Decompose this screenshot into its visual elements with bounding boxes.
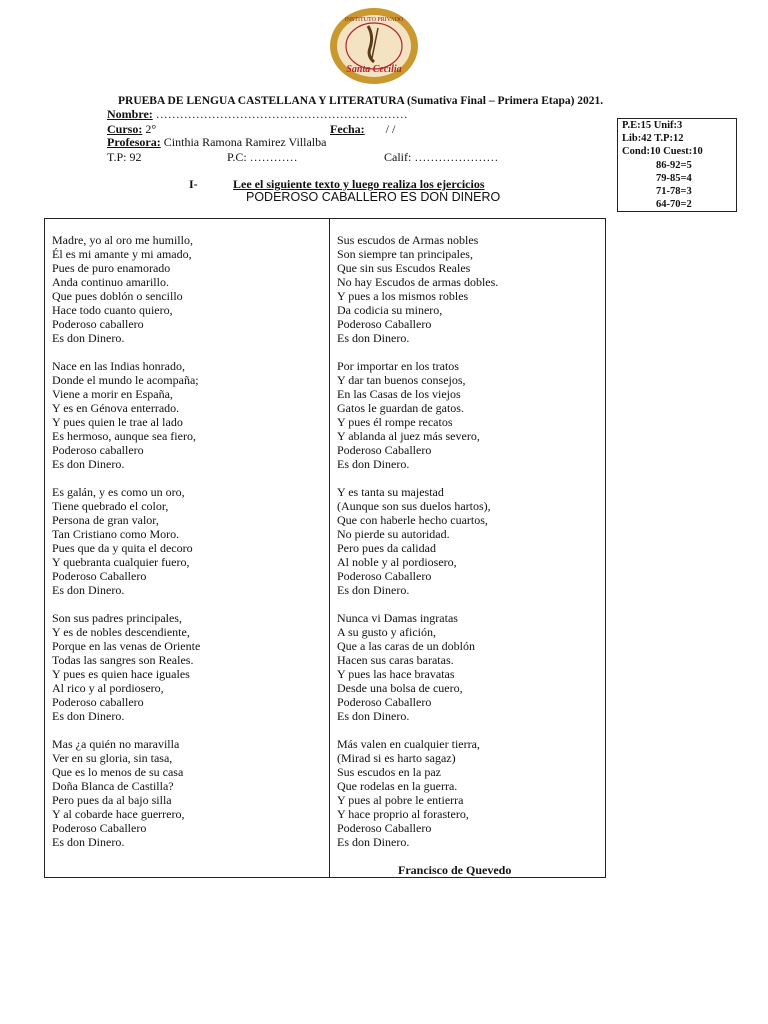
poem-line: Y pues él rompe recatos [337, 415, 453, 429]
poem-line: Es galán, y es como un oro, [52, 485, 185, 499]
curso-label: Curso: [107, 122, 143, 136]
profesora-label: Profesora: [107, 135, 161, 149]
poem-line: Y pues quien le trae al lado [52, 415, 183, 429]
poem-stanza [52, 359, 200, 471]
poem-line: Que con haberle hecho cuartos, [337, 513, 488, 527]
poem-line: Es don Dinero. [337, 331, 410, 345]
poem-line: Sus escudos de Armas nobles [337, 233, 479, 247]
poem-line: Gatos le guardan de gatos. [337, 401, 464, 415]
nombre-value[interactable]: ……………………………………………………… [155, 107, 408, 121]
poem-line: Poderoso Caballero [337, 821, 432, 835]
logo-text-top: INSTITUTO PRIVADO [344, 17, 404, 23]
poem-line: Que a las caras de un doblón [337, 639, 475, 653]
poem-line: Que sin sus Escudos Reales [337, 261, 471, 275]
poem-line: Y pues es quien hace iguales [52, 667, 190, 681]
exam-title: PRUEBA DE LENGUA CASTELLANA Y LITERATURA (Sumativa Final – Primera Etapa) 2021. [118, 95, 604, 107]
poem-stanza [337, 359, 498, 471]
poem-line: Y es de nobles descendiente, [52, 625, 190, 639]
poem-line: Poderoso Caballero [52, 569, 147, 583]
school-logo [328, 6, 420, 86]
poem-line: (Mirad si es harto sagaz) [337, 751, 456, 765]
poem-line: Tiene quebrado el color, [52, 499, 169, 513]
poem-line: Que es lo menos de su casa [52, 765, 184, 779]
poem-line: Que pues doblón o sencillo [52, 289, 183, 303]
poem-line: Y pues al pobre le entierra [337, 793, 464, 807]
score-line: 64-70=2 [656, 199, 692, 211]
logo-text-bottom: Santa Cecilia [346, 64, 402, 75]
poem-line: Nunca vi Damas ingratas [337, 611, 458, 625]
poem-line: Nace en las Indias honrado, [52, 359, 185, 373]
poem-line: Madre, yo al oro me humillo, [52, 233, 193, 247]
poem-line: En las Casas de los viejos [337, 387, 461, 401]
poem-line: Es don Dinero. [337, 583, 410, 597]
poem-line: Al rico y al pordiosero, [52, 681, 164, 695]
poem-line: Pues que da y quita el decoro [52, 541, 193, 555]
poem-line: Por importar en los tratos [337, 359, 459, 373]
poem-line: Viene a morir en España, [52, 387, 173, 401]
poem-line: Pero pues da calidad [337, 541, 436, 555]
score-line: Lib:42 T.P:12 [622, 133, 684, 145]
profesora-value: Cinthia Ramona Ramirez Villalba [163, 135, 327, 149]
poem-title: PODEROSO CABALLERO ES DON DINERO [246, 190, 501, 204]
poem-line: (Aunque son sus duelos hartos), [337, 499, 491, 513]
poem-stanza [337, 233, 498, 345]
score-line: 79-85=4 [656, 172, 692, 184]
nombre-label: Nombre: [107, 107, 153, 121]
poem-stanza [337, 737, 498, 849]
poem-line: Sus escudos en la paz [337, 765, 441, 779]
poem-line: Y pues a los mismos robles [337, 289, 469, 303]
poem-line: Poderoso caballero [52, 695, 144, 709]
poem-stanza [52, 737, 200, 849]
score-line: P.E:15 Unif:3 [622, 120, 683, 131]
poem-stanza [337, 485, 498, 597]
poem-line: Desde una bolsa de cuero, [337, 681, 463, 695]
poem-line: Ver en su gloria, sin tasa, [52, 751, 173, 765]
poem-line: A su gusto y afición, [337, 625, 436, 639]
poem-line: Persona de gran valor, [52, 513, 159, 527]
poem-line: Poderoso Caballero [337, 569, 432, 583]
poem-stanza [52, 611, 200, 723]
poem-line: Poderoso caballero [52, 317, 144, 331]
poem-line: Anda continuo amarillo. [52, 275, 169, 289]
poem-line: Mas ¿a quién no maravilla [52, 737, 180, 751]
poem-line: Es hermoso, aunque sea fiero, [52, 429, 196, 443]
poem-line: Son siempre tan principales, [337, 247, 473, 261]
poem-stanza [337, 611, 498, 723]
fecha-label: Fecha: [330, 122, 365, 136]
poem-line: Y dar tan buenos consejos, [337, 373, 466, 387]
poem-line: Y al cobarde hace guerrero, [52, 807, 185, 821]
poem-divider [329, 218, 330, 878]
poem-line: Son sus padres principales, [52, 611, 182, 625]
score-line: Cond:10 Cuest:10 [622, 146, 703, 158]
score-line: 71-78=3 [656, 186, 692, 198]
calif-score[interactable]: Calif: ………………… [384, 150, 499, 164]
poem-line: Es don Dinero. [52, 583, 125, 597]
poem-line: Al noble y al pordiosero, [337, 555, 457, 569]
fecha-value[interactable]: / / [385, 122, 396, 136]
poem-line: Es don Dinero. [337, 835, 410, 849]
poem-line: Y pues las hace bravatas [337, 667, 455, 681]
poem-line: Poderoso caballero [52, 443, 144, 457]
pc-score[interactable]: P.C: ………… [227, 150, 298, 164]
poem-line: Todas las sangres son Reales. [52, 653, 194, 667]
poem-line: Poderoso Caballero [337, 443, 432, 457]
tp-score: T.P: 92 [107, 150, 142, 164]
poem-line: Y hace proprio al forastero, [337, 807, 469, 821]
poem-line: Poderoso Caballero [337, 317, 432, 331]
poem-line: Y es en Génova enterrado. [52, 401, 180, 415]
poem-line: Poderoso Caballero [52, 821, 147, 835]
poem-line: Y ablanda al juez más severo, [337, 429, 480, 443]
poem-line: No hay Escudos de armas dobles. [337, 275, 499, 289]
poem-author: Francisco de Quevedo [398, 863, 512, 877]
poem-line: Da codicia su minero, [337, 303, 443, 317]
poem-stanza [52, 485, 200, 597]
poem-line: Es don Dinero. [52, 457, 125, 471]
poem-line: Pero pues da al bajo silla [52, 793, 172, 807]
curso-value[interactable]: 2° [145, 122, 157, 136]
fecha-row [330, 122, 395, 137]
score-line: 86-92=5 [656, 159, 692, 171]
poem-line: Y es tanta su majestad [337, 485, 444, 499]
section-instruction: Lee el siguiente texto y luego realiza los ejercicios [233, 177, 485, 191]
section-number: I- [189, 177, 198, 191]
poem-line: Más valen en cualquier tierra, [337, 737, 480, 751]
poem-line: Y quebranta cualquier fuero, [52, 555, 190, 569]
poem-line: Es don Dinero. [52, 835, 125, 849]
poem-right-column [337, 233, 498, 863]
score-box [617, 118, 737, 212]
poem-line: Donde el mundo le acompaña; [52, 373, 199, 387]
poem-line: Es don Dinero. [52, 709, 125, 723]
poem-left-column [52, 233, 200, 863]
poem-line: Es don Dinero. [337, 709, 410, 723]
poem-line: Él es mi amante y mi amado, [52, 247, 192, 261]
profesora-row [107, 135, 326, 150]
nombre-row [107, 107, 408, 122]
poem-line: Poderoso Caballero [337, 695, 432, 709]
poem-line: Pues de puro enamorado [52, 261, 171, 275]
poem-line: Que rodelas en la guerra. [337, 779, 458, 793]
poem-line: Hace todo cuanto quiero, [52, 303, 173, 317]
poem-line: Es don Dinero. [337, 457, 410, 471]
poem-line: Tan Cristiano como Moro. [52, 527, 180, 541]
poem-line: No pierde su autoridad. [337, 527, 450, 541]
poem-line: Porque en las venas de Oriente [52, 639, 201, 653]
poem-line: Es don Dinero. [52, 331, 125, 345]
poem-line: Doña Blanca de Castilla? [52, 779, 174, 793]
poem-line: Hacen sus caras baratas. [337, 653, 454, 667]
poem-stanza [52, 233, 200, 345]
